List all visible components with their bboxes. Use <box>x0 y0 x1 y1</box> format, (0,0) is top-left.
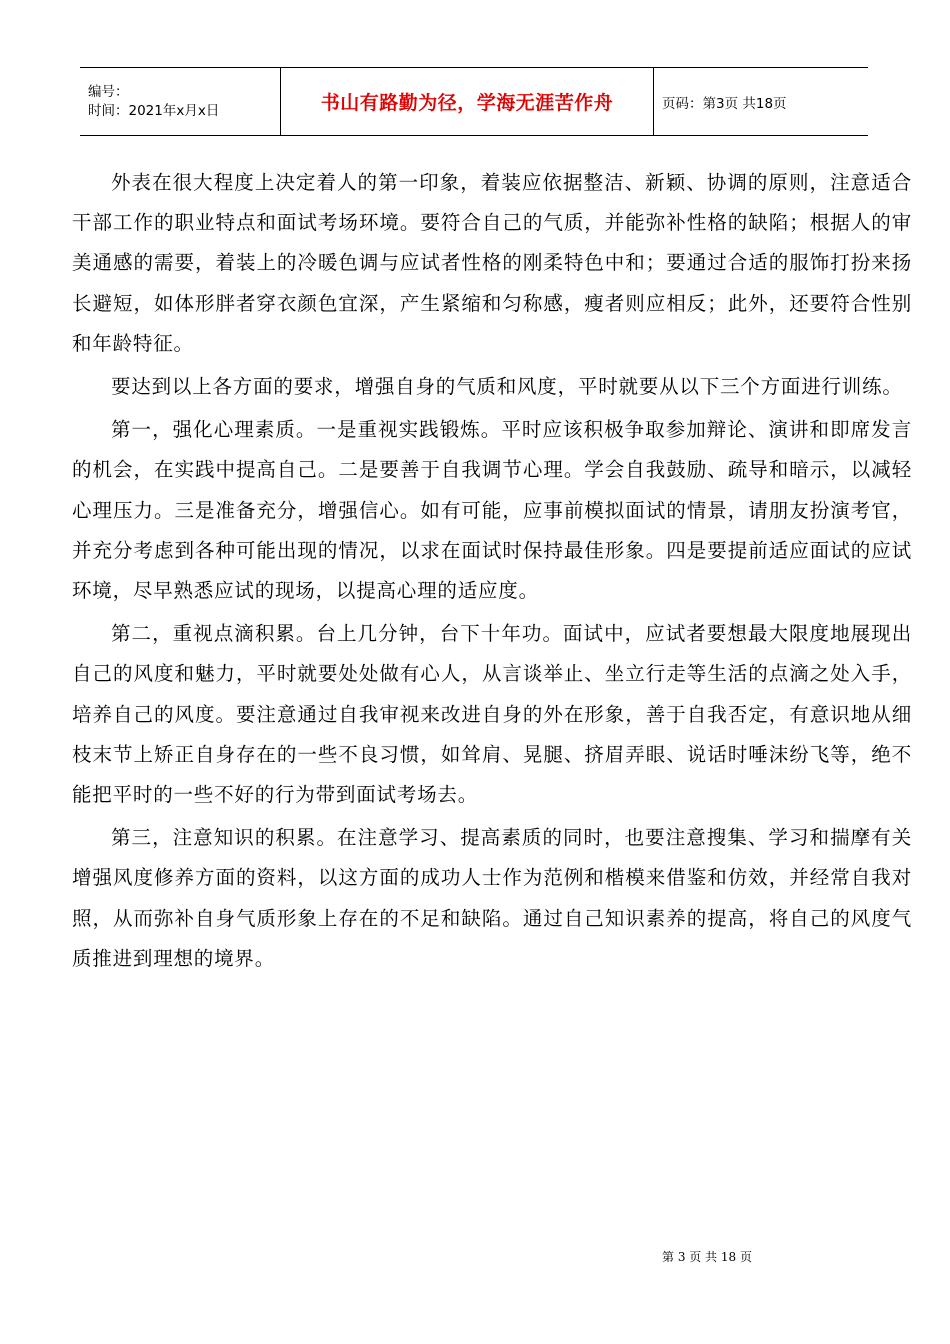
paragraph-psychology: 第一，强化心理素质。一是重视实践锻炼。平时应该积极争取参加辩论、演讲和即席发言的机会，在实践中提高自己。二是要善于自我调节心理。学会自我鼓励、疏导和暗示，以减轻心理压力。三是准备充分，增强信心。如有可能，应事前模拟面试的情景，请朋友扮演考官，并充分考虑到各种可能出现的情况，以求在面试时保持最佳形象。四是要提前适应面试的应试环境，尽早熟悉应试的现场，以提高心理的适应度。 <box>72 418 912 603</box>
header-page-cell <box>654 68 868 135</box>
paragraph-appearance: 外表在很大程度上决定着人的第一印象，着装应依据整洁、新颖、协调的原则，注意适合干部工作的职业特点和面试考场环境。要符合自己的气质，并能弥补性格的缺陷；根据人的审美通感的需要，着装上的冷暖色调与应试者性格的刚柔特色中和；要通过合适的服饰打扮来扬长避短，如体形胖者穿衣颜色宜深，产生紧缩和匀称感，瘦者则应相反；此外，还要符合性别和年龄特征。 <box>72 171 912 355</box>
page-footer: 第 3 页 共 18 页 <box>662 1250 752 1264</box>
paragraph-accumulation: 第二，重视点滴积累。台上几分钟，台下十年功。面试中，应试者要想最大限度地展现出自己的风度和魅力，平时就要处处做有心人，从言谈举止、坐立行走等生活的点滴之处入手，培养自己的风度。要注意通过自我审视来改进自身的外在形象，善于自我否定，有意识地从细枝末节上矫正自身存在的一些不良习惯，如耸肩、晃腿、挤眉弄眼、说话时唾沫纷飞等，绝不能把平时的一些不好的行为带到面试考场去。 <box>72 622 912 807</box>
header-motto-cell <box>281 68 654 135</box>
header-page-number: 页码：第3页 共18页 <box>662 95 787 112</box>
paragraph-training-intro: 要达到以上各方面的要求，增强自身的气质和风度，平时就要从以下三个方面进行训练。 <box>111 375 903 399</box>
header-table <box>80 67 868 136</box>
header-motto: 书山有路勤为径，学海无涯苦作舟 <box>320 92 614 114</box>
document-body <box>72 163 912 982</box>
document-time-label: 时间：2021年x月x日 <box>88 102 220 119</box>
document-number-label: 编号： <box>88 83 129 100</box>
header-info-cell <box>80 68 281 135</box>
paragraph-knowledge: 第三，注意知识的积累。在注意学习、提高素质的同时，也要注意搜集、学习和揣摩有关增强风度修养方面的资料，以这方面的成功人士作为范例和楷模来借鉴和仿效，并经常自我对照，从而弥补自身气质形象上存在的不足和缺陷。通过自己知识素养的提高，将自己的风度气质推进到理想的境界。 <box>72 826 912 970</box>
